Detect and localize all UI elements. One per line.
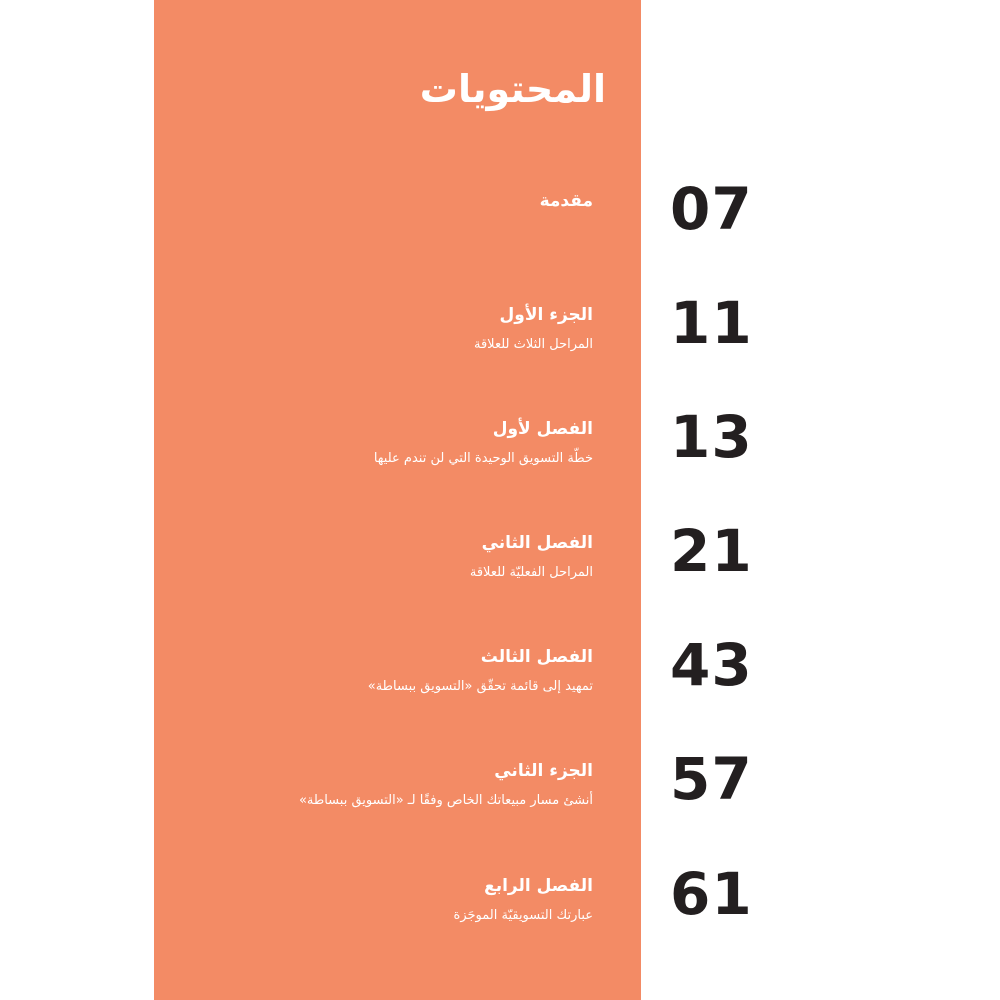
toc-entry-introduction[interactable] xyxy=(154,175,753,268)
toc-entry-text xyxy=(173,644,593,698)
toc-entry-subtitle: المراحل الثلاث للعلاقة xyxy=(474,337,593,352)
toc-page-number: 07 xyxy=(670,175,753,243)
toc-page-number: 13 xyxy=(670,403,753,471)
toc-page-number: 61 xyxy=(670,860,753,928)
toc-entry-heading: الجزء الثاني xyxy=(494,761,593,781)
toc-entry-subtitle: خطّة التسويق الوحيدة التي لن تندم عليها xyxy=(373,451,593,466)
toc-entry-part-one[interactable] xyxy=(154,289,753,382)
toc-entry-heading: الفصل لأول xyxy=(492,419,593,439)
toc-page-number: 43 xyxy=(670,631,753,699)
toc-entry-text xyxy=(173,416,593,470)
toc-entry-subtitle: تمهيد إلى قائمة تحقّق «التسويق ببساطة» xyxy=(367,679,593,694)
toc-entry-text xyxy=(173,302,593,356)
toc-entry-heading: مقدمة xyxy=(539,191,593,211)
toc-entry-text xyxy=(173,758,593,812)
toc-entry-part-two[interactable] xyxy=(154,745,753,838)
toc-entry-subtitle: المراحل الفعليّة للعلاقة xyxy=(469,565,593,580)
toc-entry-chapter-three[interactable] xyxy=(154,631,753,724)
toc-entry-subtitle: عبارتك التسويقيّة الموجَزة xyxy=(453,908,593,923)
toc-entry-heading: الجزء الأول xyxy=(499,305,593,325)
toc-entry-text xyxy=(173,530,593,584)
toc-entry-chapter-four[interactable] xyxy=(154,860,753,953)
toc-entry-text xyxy=(173,188,593,214)
toc-entry-heading: الفصل الثالث xyxy=(480,647,593,667)
toc-entry-subtitle: أنشئ مسار مبيعاتك الخاص وفقًا لـ «التسويق ببساطة» xyxy=(298,793,593,808)
toc-page-number: 21 xyxy=(670,517,753,585)
toc-entry-text xyxy=(173,873,593,927)
toc-entry-heading: الفصل الثاني xyxy=(481,533,593,553)
toc-page-number: 57 xyxy=(670,745,753,813)
contents-panel xyxy=(154,0,641,1000)
page-title: المحتويات xyxy=(419,67,606,111)
toc-entry-heading: الفصل الرابع xyxy=(484,876,593,896)
toc-entry-chapter-two[interactable] xyxy=(154,517,753,610)
toc-page-number: 11 xyxy=(670,289,753,357)
toc-entry-chapter-one[interactable] xyxy=(154,403,753,496)
